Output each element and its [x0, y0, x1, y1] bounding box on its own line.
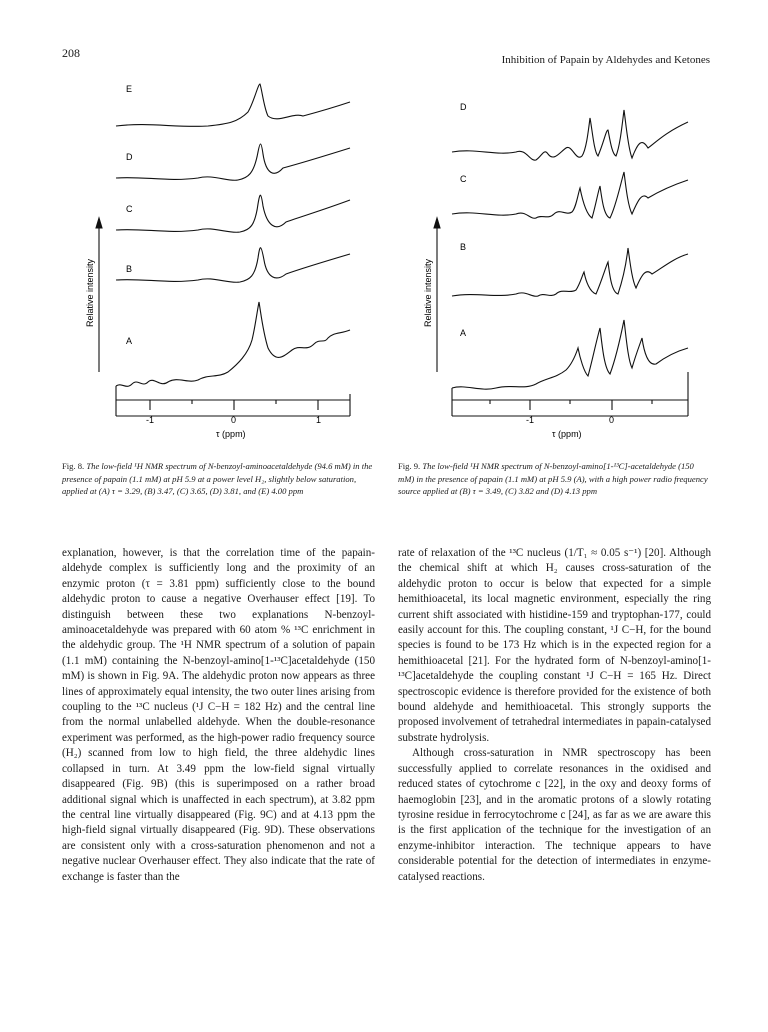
fig8-caption-label: Fig. 8. — [62, 461, 85, 471]
fig8-label-a: A — [126, 336, 133, 346]
fig8-tick-minus1: -1 — [146, 415, 155, 425]
fig9-y-axis-label: Relative intensity — [423, 258, 433, 327]
left-column — [62, 546, 375, 885]
fig9-trace-c — [452, 172, 688, 218]
fig8-label-d: D — [126, 152, 133, 162]
fig8-trace-d — [116, 144, 350, 180]
figure-8-plot — [85, 82, 378, 452]
fig9-caption — [398, 460, 710, 498]
fig9-trace-a — [452, 320, 688, 389]
fig9-caption-label: Fig. 9. — [398, 461, 421, 471]
right-column-paragraph-1: rate of relaxation of the ¹³C nucleus (1/T₁ ≈ 0.05 s⁻¹) [20]. Although the chemical shift at which H₂ causes cross-saturation of the aldehydic proton to occur is below that expected for a simple hemithioacetal, its local magnetic environment, especially the ring current shift associated with histidine-159 and tryptophan-177, could easily account for this. The coupling constant, ¹J C−H, for the bound species is found to be 173 Hz which is in the expected region for a hemithioacetal [21]. For the hydrated form of N-benzoyl-amino[1-¹³C]acetaldehyde the coupling constant ¹J C−H = 165 Hz. Direct spectroscopic evidence is therefore provided for the existence of both bound aldehyde and hemithioacetal. This strongly supports the proposed involvement of tetrahedral intermediates in papain-catalysed substrate hydrolysis. — [398, 547, 711, 744]
fig8-tick-0: 0 — [231, 415, 237, 425]
left-column-paragraph: explanation, however, is that the correlation time of the papain-aldehyde complex is sufficiently long and the proximity of an enzymic proton (τ = 3.81 ppm) sufficiently close to the bound aldehydic proton to cause a negative Overhauser effect [19]. To distinguish between these two explanations N-benzoyl-aminoacetaldehyde was prepared with 60 atom % ¹³C enrichment in the aldehydic group. The ¹H NMR spectrum of a solution of papain (1.1 mM) containing the N-benzoyl-amino[1-¹³C]acetaldehyde (150 mM) is shown in Fig. 9A. The aldehydic proton now appears as three lines of approximately equal intensity, the two outer lines arising from coupling to the ¹³C nucleus (¹J C−H = 182 Hz) and the central line from the normal unlabelled aldehyde. When the double-resonance experiment was performed, as the high-power radio frequency source (H₂) scanned from low to high field, the three aldehydic lines collapsed in turn. At 3.49 ppm the low-field signal virtually disappeared (Fig. 9B) (this is superimposed on a rather broad additional signal which is unaffected in each spectrum), at 3.82 ppm the central line virtually disappeared (Fig. 9C) and at 4.13 ppm the high-field signal virtually disappeared (Fig. 9D). These observations are consistent only with a cross-saturation phenomenon and not a negative nuclear Overhauser effect. They also indicate that the rate of exchange is faster than the — [62, 547, 375, 883]
fig9-label-c: C — [460, 174, 467, 184]
fig9-label-d: D — [460, 102, 467, 112]
fig8-caption-text: The low-field ¹H NMR spectrum of N-benzoyl-aminoacetaldehyde (94.6 mM) in the presence of papain (1.1 mM) at pH 5.9 at a power level H₂, slightly below saturation, applied at (A) τ = 3.29, (B) 3.47, (C) 3.65, (D) 3.81, and (E) 4.00 ppm — [62, 461, 373, 496]
fig8-label-e: E — [126, 84, 133, 94]
running-title: Inhibition of Papain by Aldehydes and Ketones — [501, 54, 710, 66]
fig8-tick-1: 1 — [316, 415, 322, 425]
fig9-x-axis-label: τ (ppm) — [552, 429, 582, 439]
fig8-x-axis-label: τ (ppm) — [216, 429, 246, 439]
fig9-tick-0: 0 — [609, 415, 615, 425]
figure-9-plot — [423, 82, 716, 452]
fig9-caption-text: The low-field ¹H NMR spectrum of N-benzoyl-amino[1-¹³C]-acetaldehyde (150 mM) in the presence of papain (1.1 mM) at pH 5.9 (A), with a high power radio frequency source applied at (B) τ = 3.49, (C) 3.82 and (D) 4.13 ppm — [398, 461, 708, 496]
fig8-y-axis-label: Relative intensity — [85, 258, 95, 327]
right-column-paragraph-2: Although cross-saturation in NMR spectroscopy has been successfully applied to correlate resonances in the oxidised and reduced states of cytochrome c [22], in the oxy and deoxy forms of haemoglobin [23], and in the aromatic protons of a slowly rotating tyrosine residue in ferrocytochrome c [24], as far as we are aware this is the first application of the technique for the investigation of an enzyme-inhibitor interaction. The technique appears to have considerable potential for the detection of intermediates in enzyme-catalysed reactions. — [398, 747, 711, 883]
right-column — [398, 546, 711, 885]
fig8-trace-a — [116, 302, 350, 386]
fig8-trace-e — [116, 84, 350, 126]
fig9-trace-b — [452, 248, 688, 296]
fig8-trace-c — [116, 195, 350, 232]
fig9-tick-minus1: -1 — [526, 415, 535, 425]
fig8-label-c: C — [126, 204, 133, 214]
fig9-label-a: A — [460, 328, 467, 338]
fig8-caption — [62, 460, 378, 498]
fig9-trace-d — [452, 110, 688, 160]
fig8-label-b: B — [126, 264, 133, 274]
fig8-trace-b — [116, 248, 350, 283]
fig9-label-b: B — [460, 242, 467, 252]
page-number: 208 — [62, 46, 80, 60]
